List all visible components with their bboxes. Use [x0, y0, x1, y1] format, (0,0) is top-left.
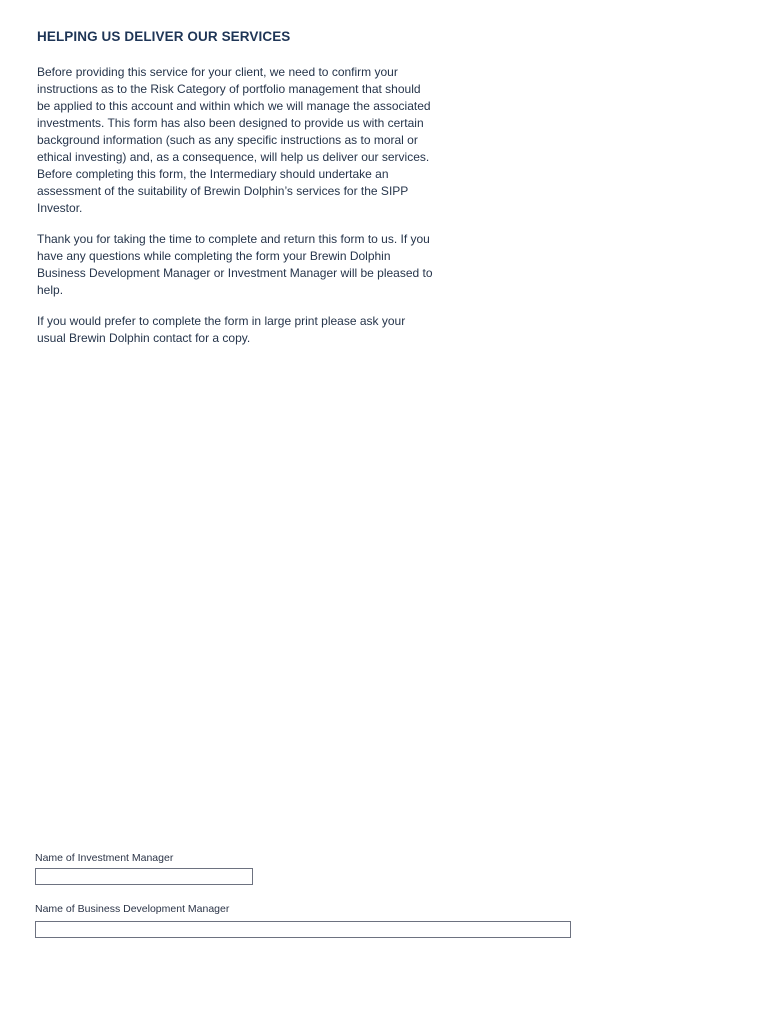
intro-paragraph: Before providing this service for your client, we need to confirm your instructions as to the Risk Category of portfolio management that should be applied to this account and within which we will manage the associated investments. This form has also been designed to provide us with certain background information (such as any specific instructions as to moral or ethical investing) and, as a consequence, will help us deliver our services. Before completing this form, the Intermediary should undertake an assessment of the suitability of Brewin Dolphin’s services for the SIPP Investor.	[37, 65, 431, 215]
large-print-paragraph: If you would prefer to complete the form in large print please ask your usual Brewin Dolphin contact for a copy.	[37, 314, 406, 345]
thank-you-paragraph: Thank you for taking the time to complete and return this form to us. If you have any questions while completing the form your Brewin Dolphin Business Development Manager or Investment Manager will be pleased to help.	[37, 232, 433, 297]
business-development-manager-input[interactable]	[35, 921, 571, 938]
investment-manager-label: Name of Investment Manager	[35, 852, 174, 864]
business-development-manager-label: Name of Business Development Manager	[35, 903, 230, 915]
section-heading: HELPING US DELIVER OUR SERVICES	[37, 29, 291, 44]
investment-manager-input[interactable]	[35, 868, 253, 885]
